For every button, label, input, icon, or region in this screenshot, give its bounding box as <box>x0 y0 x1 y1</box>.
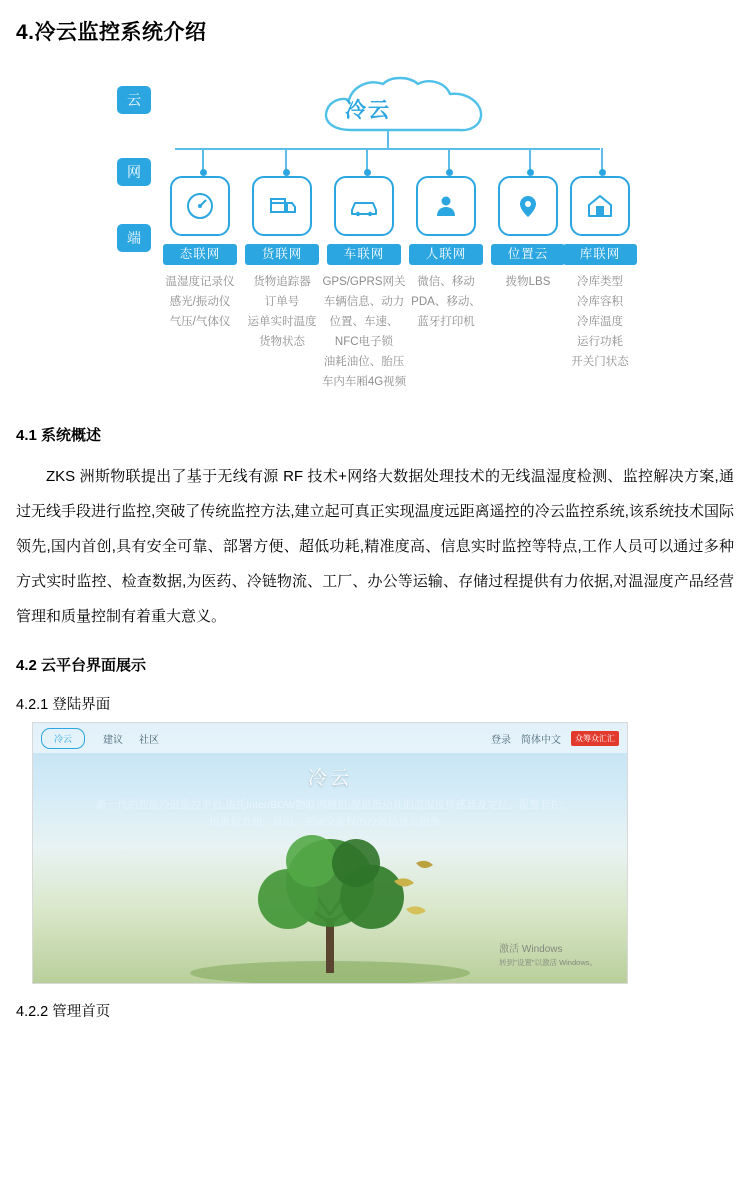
axis-label-cloud <box>117 86 151 114</box>
screenshot-hero-subtitle: 新一代的智能冷链监控平台,依托Inter/BOW物联网模组,提供低功耗的温湿度传感器及定位、报警套件;提供最方便、易用、更面全流程的冷链信迹云服务。 <box>96 799 564 828</box>
node-desc-line: 微信、移动 <box>417 276 475 288</box>
node-desc-line: 冷库类型 <box>577 276 623 288</box>
subsection-heading-login: 4.2.1 登陆界面 <box>16 697 111 713</box>
node-desc-line: 车辆信息、动力 <box>323 296 405 308</box>
section-heading-overview: 4.1 系统概述 <box>16 427 102 444</box>
connector-dot-6 <box>599 169 606 176</box>
node-desc-line: 油耗油位、胎压 <box>323 356 405 368</box>
diagram-node-warehouse-network <box>544 176 656 372</box>
node-label-location-cloud: 位置云 <box>491 244 565 265</box>
connector-stem <box>387 130 389 148</box>
screenshot-topbar <box>33 723 627 753</box>
node-desc-line: 气压/气体仪 <box>169 316 231 328</box>
node-label-cargo-network: 货联网 <box>245 244 319 265</box>
overview-paragraph: ZKS 洲斯物联提出了基于无线有源 RF 技术+网络大数据处理技术的无线温湿度检测、监控解决方案,通过无线手段进行监控,突破了传统监控方法,建立起可真正实现温度远距离遥控的冷云监控系统,该系统技术国际领先,国内首创,具有安全可靠、部署方便、超低功耗,精准度高、信息实时监控等特点,工作人员可以通过多种方式实时监控、检查数据,为医药、冷链物流、工厂、办公等运输、存储过程提供有力依据,对温湿度产品经营管理和质量控制有着重大意义。 <box>16 468 734 625</box>
node-desc-line: 感光/振动仪 <box>169 296 231 308</box>
screenshot-language-link[interactable]: 简体中文 <box>521 734 561 746</box>
node-desc-line: 位置、车速、 <box>329 316 399 328</box>
connector-dot-3 <box>364 169 371 176</box>
node-desc-line: GPS/GPRS网关 <box>322 276 406 288</box>
connector-dot-5 <box>527 169 534 176</box>
connector-dot-4 <box>446 169 453 176</box>
node-desc-line: 冷库容积 <box>577 296 623 308</box>
node-desc-line: 货物状态 <box>259 336 305 348</box>
node-desc-line: 运单实时温度 <box>247 316 317 328</box>
cloud-label: 冷云 <box>345 99 391 122</box>
screenshot-promo-badge[interactable]: 众筹众汇汇 <box>571 731 619 746</box>
node-desc-line: 订单号 <box>264 296 300 308</box>
node-desc-line: PDA、移动、 <box>411 296 481 308</box>
node-desc-line: 拨物LBS <box>505 276 551 288</box>
windows-activation-watermark <box>499 943 597 969</box>
login-page-screenshot <box>32 722 628 984</box>
node-desc-line: 车内车厢4G视频 <box>321 376 407 388</box>
watermark-title: 激活 Windows <box>499 944 563 955</box>
node-label-warehouse-network: 库联网 <box>563 244 637 265</box>
page-title: 4.冷云监控系统介绍 <box>16 21 207 44</box>
section-heading-platform: 4.2 云平台界面展示 <box>16 657 147 674</box>
node-label-people-network: 人联网 <box>409 244 483 265</box>
cloud-icon <box>317 76 497 138</box>
gauge-icon <box>170 176 230 236</box>
warehouse-icon <box>570 176 630 236</box>
screenshot-nav-community[interactable]: 社区 <box>139 734 159 746</box>
node-desc-line: 冷库温度 <box>577 316 623 328</box>
node-desc-line: 温湿度记录仪 <box>165 276 235 288</box>
tree-illustration <box>180 823 480 983</box>
person-icon <box>416 176 476 236</box>
node-desc-line: 运行功耗 <box>577 336 623 348</box>
node-desc-warehouse-network <box>544 272 656 372</box>
axis-label-terminal-text: 端 <box>127 230 141 246</box>
document-page <box>0 16 750 1198</box>
node-desc-line: 货物追踪器 <box>253 276 311 288</box>
node-label-vehicle-network: 车联网 <box>327 244 401 265</box>
node-desc-line: 蓝牙打印机 <box>417 316 475 328</box>
box-truck-icon <box>252 176 312 236</box>
connector-dot-1 <box>200 169 207 176</box>
node-label-state-network: 态联网 <box>163 244 237 265</box>
screenshot-login-link[interactable]: 登录 <box>491 734 511 746</box>
axis-label-cloud-text: 云 <box>127 92 141 108</box>
connector-dot-2 <box>283 169 290 176</box>
cold-cloud-architecture-diagram <box>45 76 705 386</box>
subsection-heading-home: 4.2.2 管理首页 <box>16 1004 111 1020</box>
screenshot-logo: 冷云 <box>41 728 85 749</box>
screenshot-topbar-right <box>491 731 619 746</box>
watermark-subtitle: 转到"设置"以激活 Windows。 <box>499 958 597 967</box>
screenshot-hero-title: 冷云 <box>307 768 352 789</box>
node-desc-line: NFC电子锁 <box>334 336 394 348</box>
screenshot-nav-suggestions[interactable]: 建议 <box>103 734 123 746</box>
axis-label-network-text: 网 <box>127 164 141 180</box>
connector-bus <box>175 148 600 150</box>
car-icon <box>334 176 394 236</box>
node-desc-line: 开关门状态 <box>571 356 629 368</box>
